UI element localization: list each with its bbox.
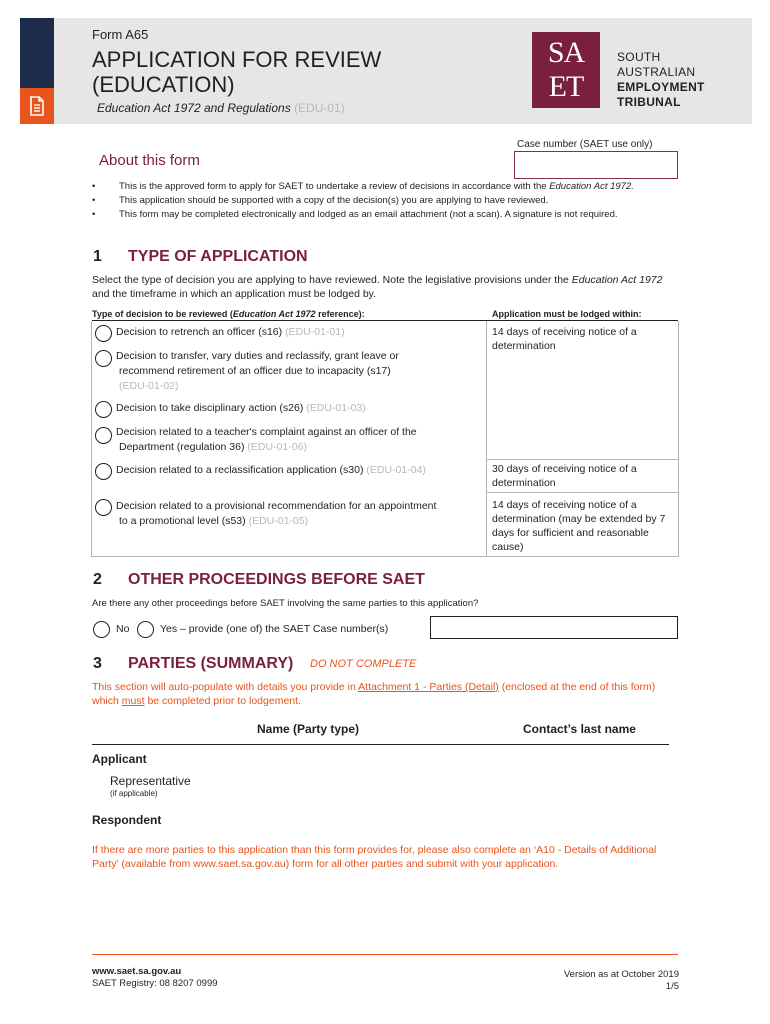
footer-website[interactable]: www.saet.sa.gov.au xyxy=(92,966,182,977)
section-2-number: 2 xyxy=(93,571,102,588)
parties-header-rule xyxy=(92,744,669,745)
name-column-header: Name (Party type) xyxy=(257,722,360,736)
additional-parties-note: If there are more parties to this application than this form provides for, please also complete an ‘A10 - Details of Additional Party’ (available from www.saet.sa.gov.au) form for all other parties and submit with your application. xyxy=(92,844,657,870)
if-applicable-note: (if applicable) xyxy=(110,789,158,798)
attachment-link[interactable]: Attachment 1 - Parties (Detail) xyxy=(358,681,499,693)
case-number-field[interactable] xyxy=(514,151,678,179)
radio-promotional[interactable] xyxy=(95,499,112,516)
deadline-30-days: 30 days of receiving notice of a determination xyxy=(492,463,637,489)
section-1-title: TYPE OF APPLICATION xyxy=(128,248,308,265)
footer-rule xyxy=(92,954,678,955)
deadline-14-days-extendable: 14 days of receiving notice of a determination (may be extended by 7 days for sufficient and reasonable cause) xyxy=(492,499,666,553)
radio-disciplinary[interactable] xyxy=(95,401,112,418)
page-title: APPLICATION FOR REVIEW (EDUCATION) xyxy=(92,47,382,97)
footer-registry: SAET Registry: 08 8207 0999 xyxy=(92,978,218,989)
form-number: Form A65 xyxy=(92,27,149,42)
lodgement-column-header: Application must be lodged within: xyxy=(492,309,642,319)
radio-yes[interactable] xyxy=(137,621,154,638)
option-reclassification: Decision related to a reclassification application (s30) (EDU-01-04) xyxy=(116,464,426,476)
section-1-number: 1 xyxy=(93,248,102,265)
case-number-label: Case number (SAET use only) xyxy=(517,139,653,150)
table-row-divider xyxy=(486,459,679,460)
about-heading: About this form xyxy=(99,152,200,169)
document-icon xyxy=(20,88,54,124)
contact-column-header: Contact’s last name xyxy=(523,722,636,736)
applicant-label: Applicant xyxy=(92,752,147,766)
yes-label: Yes – provide (one of) the SAET Case number(s) xyxy=(160,623,389,635)
section-3-title: PARTIES (SUMMARY) xyxy=(128,655,294,672)
list-item: • This form may be completed electronically and lodged as an email attachment (not a scan). A signature is not required. xyxy=(92,208,677,221)
radio-teacher-complaint[interactable] xyxy=(95,427,112,444)
page-subtitle: Education Act 1972 and Regulations (EDU-01) xyxy=(97,101,345,115)
saet-logo-text: SOUTH AUSTRALIAN EMPLOYMENT TRIBUNAL xyxy=(617,50,705,109)
option-disciplinary: Decision to take disciplinary action (s26) (EDU-01-03) xyxy=(116,402,366,414)
page-number: 1/5 xyxy=(665,981,679,992)
no-label: No xyxy=(116,623,130,635)
section-2-title: OTHER PROCEEDINGS BEFORE SAET xyxy=(128,571,425,588)
section-3-number: 3 xyxy=(93,655,102,672)
option-teacher-complaint: Decision related to a teacher's complaint against an officer of the Department (regulation 36) (EDU-01-06) xyxy=(116,426,417,453)
other-case-number-field[interactable] xyxy=(430,616,678,639)
option-retrench: Decision to retrench an officer (s16) (EDU-01-01) xyxy=(116,326,345,338)
table-row-divider xyxy=(486,492,679,493)
deadline-14-days: 14 days of receiving notice of a determination xyxy=(492,326,637,352)
section-2-question: Are there any other proceedings before SAET involving the same parties to this application? xyxy=(92,598,479,609)
list-item: • This is the approved form to apply for SAET to undertake a review of decisions in accordance with the Education Act 1972. xyxy=(92,180,677,193)
section-1-intro: Select the type of decision you are applying to have reviewed. Note the legislative provisions under the Education Act 1972 and the timeframe in which an application must be lodged by. xyxy=(92,274,663,300)
do-not-complete-note: DO NOT COMPLETE xyxy=(310,658,417,670)
about-bullets xyxy=(92,180,677,222)
option-promotional: Decision related to a provisional recommendation for an appointment to a promotional level (s53) (EDU-01-05) xyxy=(116,500,437,527)
radio-transfer[interactable] xyxy=(95,350,112,367)
radio-retrench[interactable] xyxy=(95,325,112,342)
representative-label: Representative xyxy=(110,774,191,788)
option-transfer: Decision to transfer, vary duties and reclassify, grant leave or recommend retirement of an officer due to incapacity (s17) (EDU-01-02) xyxy=(116,350,399,392)
footer-version: Version as at October 2019 xyxy=(563,969,679,980)
table-column-divider xyxy=(486,321,487,557)
radio-no[interactable] xyxy=(93,621,110,638)
radio-reclassification[interactable] xyxy=(95,463,112,480)
respondent-label: Respondent xyxy=(92,813,162,827)
saet-logo-mark: SA ET xyxy=(532,32,600,108)
decision-column-header: Type of decision to be reviewed (Education Act 1972 reference): xyxy=(92,309,365,319)
section-3-note: This section will auto-populate with details you provide in Attachment 1 - Parties (Detail) (enclosed at the end of this form) which must be completed prior to lodgement. xyxy=(92,681,656,707)
list-item: • This application should be supported with a copy of the decision(s) you are applying to have reviewed. xyxy=(92,194,677,207)
